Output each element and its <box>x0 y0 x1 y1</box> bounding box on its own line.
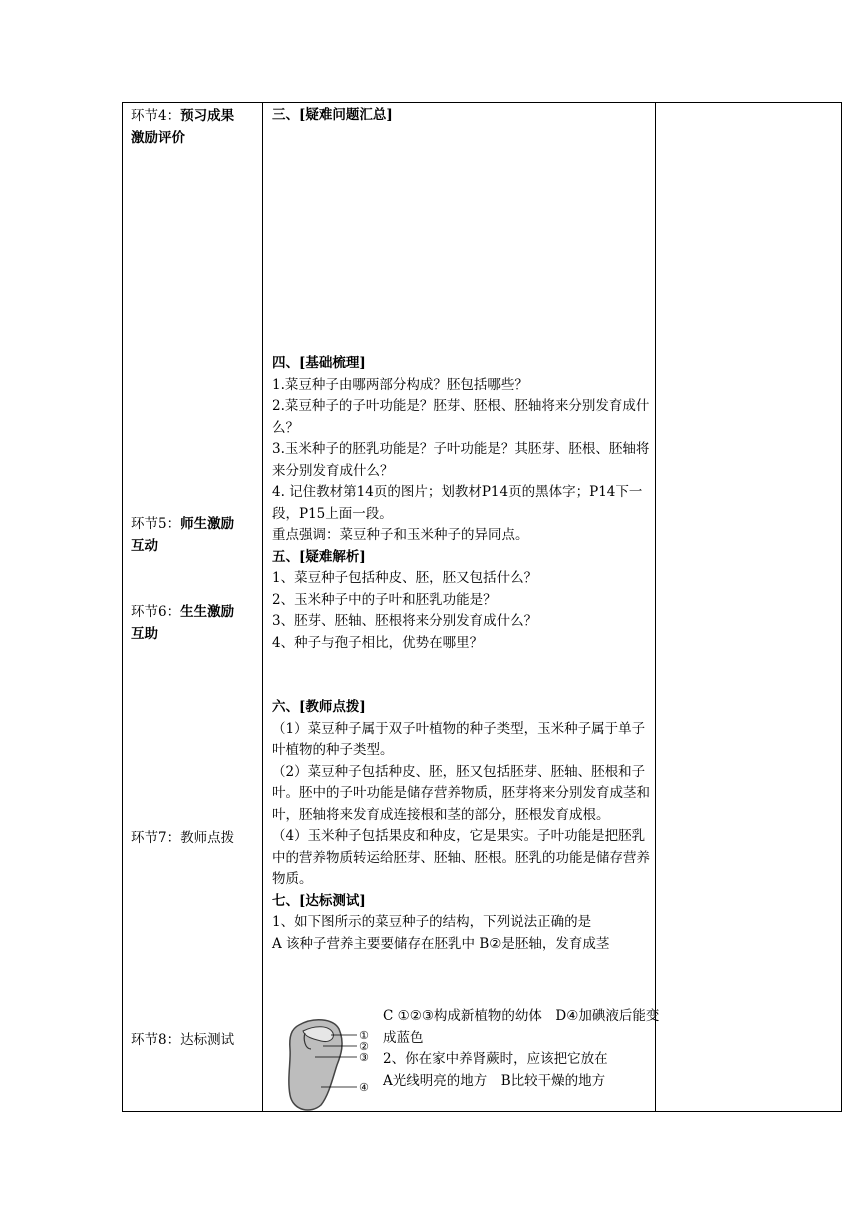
review-item-3: 3.玉米种子的胚乳功能是？子叶功能是？其胚芽、胚根、胚轴将来分别发育成什么？ <box>272 441 650 479</box>
heading-difficult-questions: 三、[疑难问题汇总] <box>272 107 393 123</box>
stage-6 <box>131 601 261 645</box>
review-item-4: 4. 记住教材第14页的图片；划教材P14页的黑体字；P14下一段，P15上面一段。 <box>272 484 643 522</box>
stage-5-prefix: 环节5： <box>131 516 181 532</box>
analysis-q2: 2、玉米种子中的子叶和胚乳功能是？ <box>272 591 497 608</box>
heading-test: 七、[达标测试] <box>272 892 366 909</box>
spacer <box>272 654 654 697</box>
stage-4 <box>131 105 261 149</box>
section-3-heading <box>272 105 654 127</box>
review-emphasis: 重点强调：菜豆种子和玉米种子的异同点。 <box>272 527 529 543</box>
stage-4-title-b: 激励评价 <box>131 130 185 146</box>
test-question-1-options-ab: A 该种子营养主要要储存在胚乳中 B②是胚轴，发育成茎 <box>272 935 610 952</box>
label-1: ① <box>359 1029 369 1042</box>
analysis-q1: 1、菜豆种子包括种皮、胚，胚又包括什么？ <box>272 570 538 586</box>
stage-5-title-b: 互动 <box>131 538 158 554</box>
guidance-2: （2）菜豆种子包括种皮、胚，胚又包括胚芽、胚轴、胚根和子叶。胚中的子叶功能是储存营养物质，胚芽将来分别发育成茎和叶，胚轴将来发育成连接根和茎的部分，胚根发育成根。 <box>272 763 650 823</box>
test-question-2: 2、你在家中养肾蕨时，应该把它放在 <box>383 1051 608 1067</box>
figure-side-text <box>383 1006 663 1092</box>
heading-analysis: 五、[疑难解析] <box>272 548 366 565</box>
stage-4-prefix: 环节4： <box>131 108 181 124</box>
stage-6-prefix: 环节6： <box>131 604 181 620</box>
test-question-1: 1、如下图所示的菜豆种子的结构，下列说法正确的是 <box>272 914 592 930</box>
review-item-2: 2.菜豆种子的子叶功能是？胚芽、胚根、胚轴将来分别发育成什么？ <box>272 398 650 436</box>
stage-6-title-b: 互助 <box>131 626 158 642</box>
stage-5-title-a: 师生激励 <box>180 516 235 532</box>
test-question-1-options-cd: C ①②③构成新植物的幼体 D④加碘液后能变成蓝色 <box>383 1008 660 1046</box>
label-3: ③ <box>359 1051 369 1064</box>
analysis-q4: 4、种子与孢子相比，优势在哪里？ <box>272 634 484 651</box>
stage-4-title-a: 预习成果 <box>180 108 235 124</box>
stage-6-title-a: 生生激励 <box>180 604 235 620</box>
lesson-plan-table <box>122 102 842 1112</box>
column-divider-2 <box>655 103 656 1111</box>
column-divider-1 <box>262 103 263 1111</box>
section-4-6-content <box>272 353 654 955</box>
heading-basic-review: 四、[基础梳理] <box>272 355 366 371</box>
bean-seed-diagram <box>285 1015 377 1113</box>
heading-teacher-guidance: 六、[教师点拨] <box>272 699 366 715</box>
review-item-1: 1.菜豆种子由哪两部分构成？胚包括哪些？ <box>272 376 528 393</box>
label-4: ④ <box>359 1081 369 1094</box>
stage-5 <box>131 513 261 557</box>
guidance-1: （1）菜豆种子属于双子叶植物的种子类型，玉米种子属于单子叶植物的种子类型。 <box>272 720 646 758</box>
stage-8: 环节8：达标测试 <box>131 1032 235 1048</box>
stage-7: 环节7：教师点拨 <box>131 830 235 846</box>
analysis-q3: 3、胚芽、胚轴、胚根将来分别发育成什么？ <box>272 613 538 629</box>
guidance-4: （4）玉米种子包括果皮和种皮，它是果实。子叶功能是把胚乳中的营养物质转运给胚芽、胚轴、胚根。胚乳的功能是储存营养物质。 <box>272 828 650 887</box>
test-question-2-options: A光线明亮的地方 B比较干燥的地方 <box>383 1072 606 1089</box>
label-2: ② <box>359 1040 369 1053</box>
